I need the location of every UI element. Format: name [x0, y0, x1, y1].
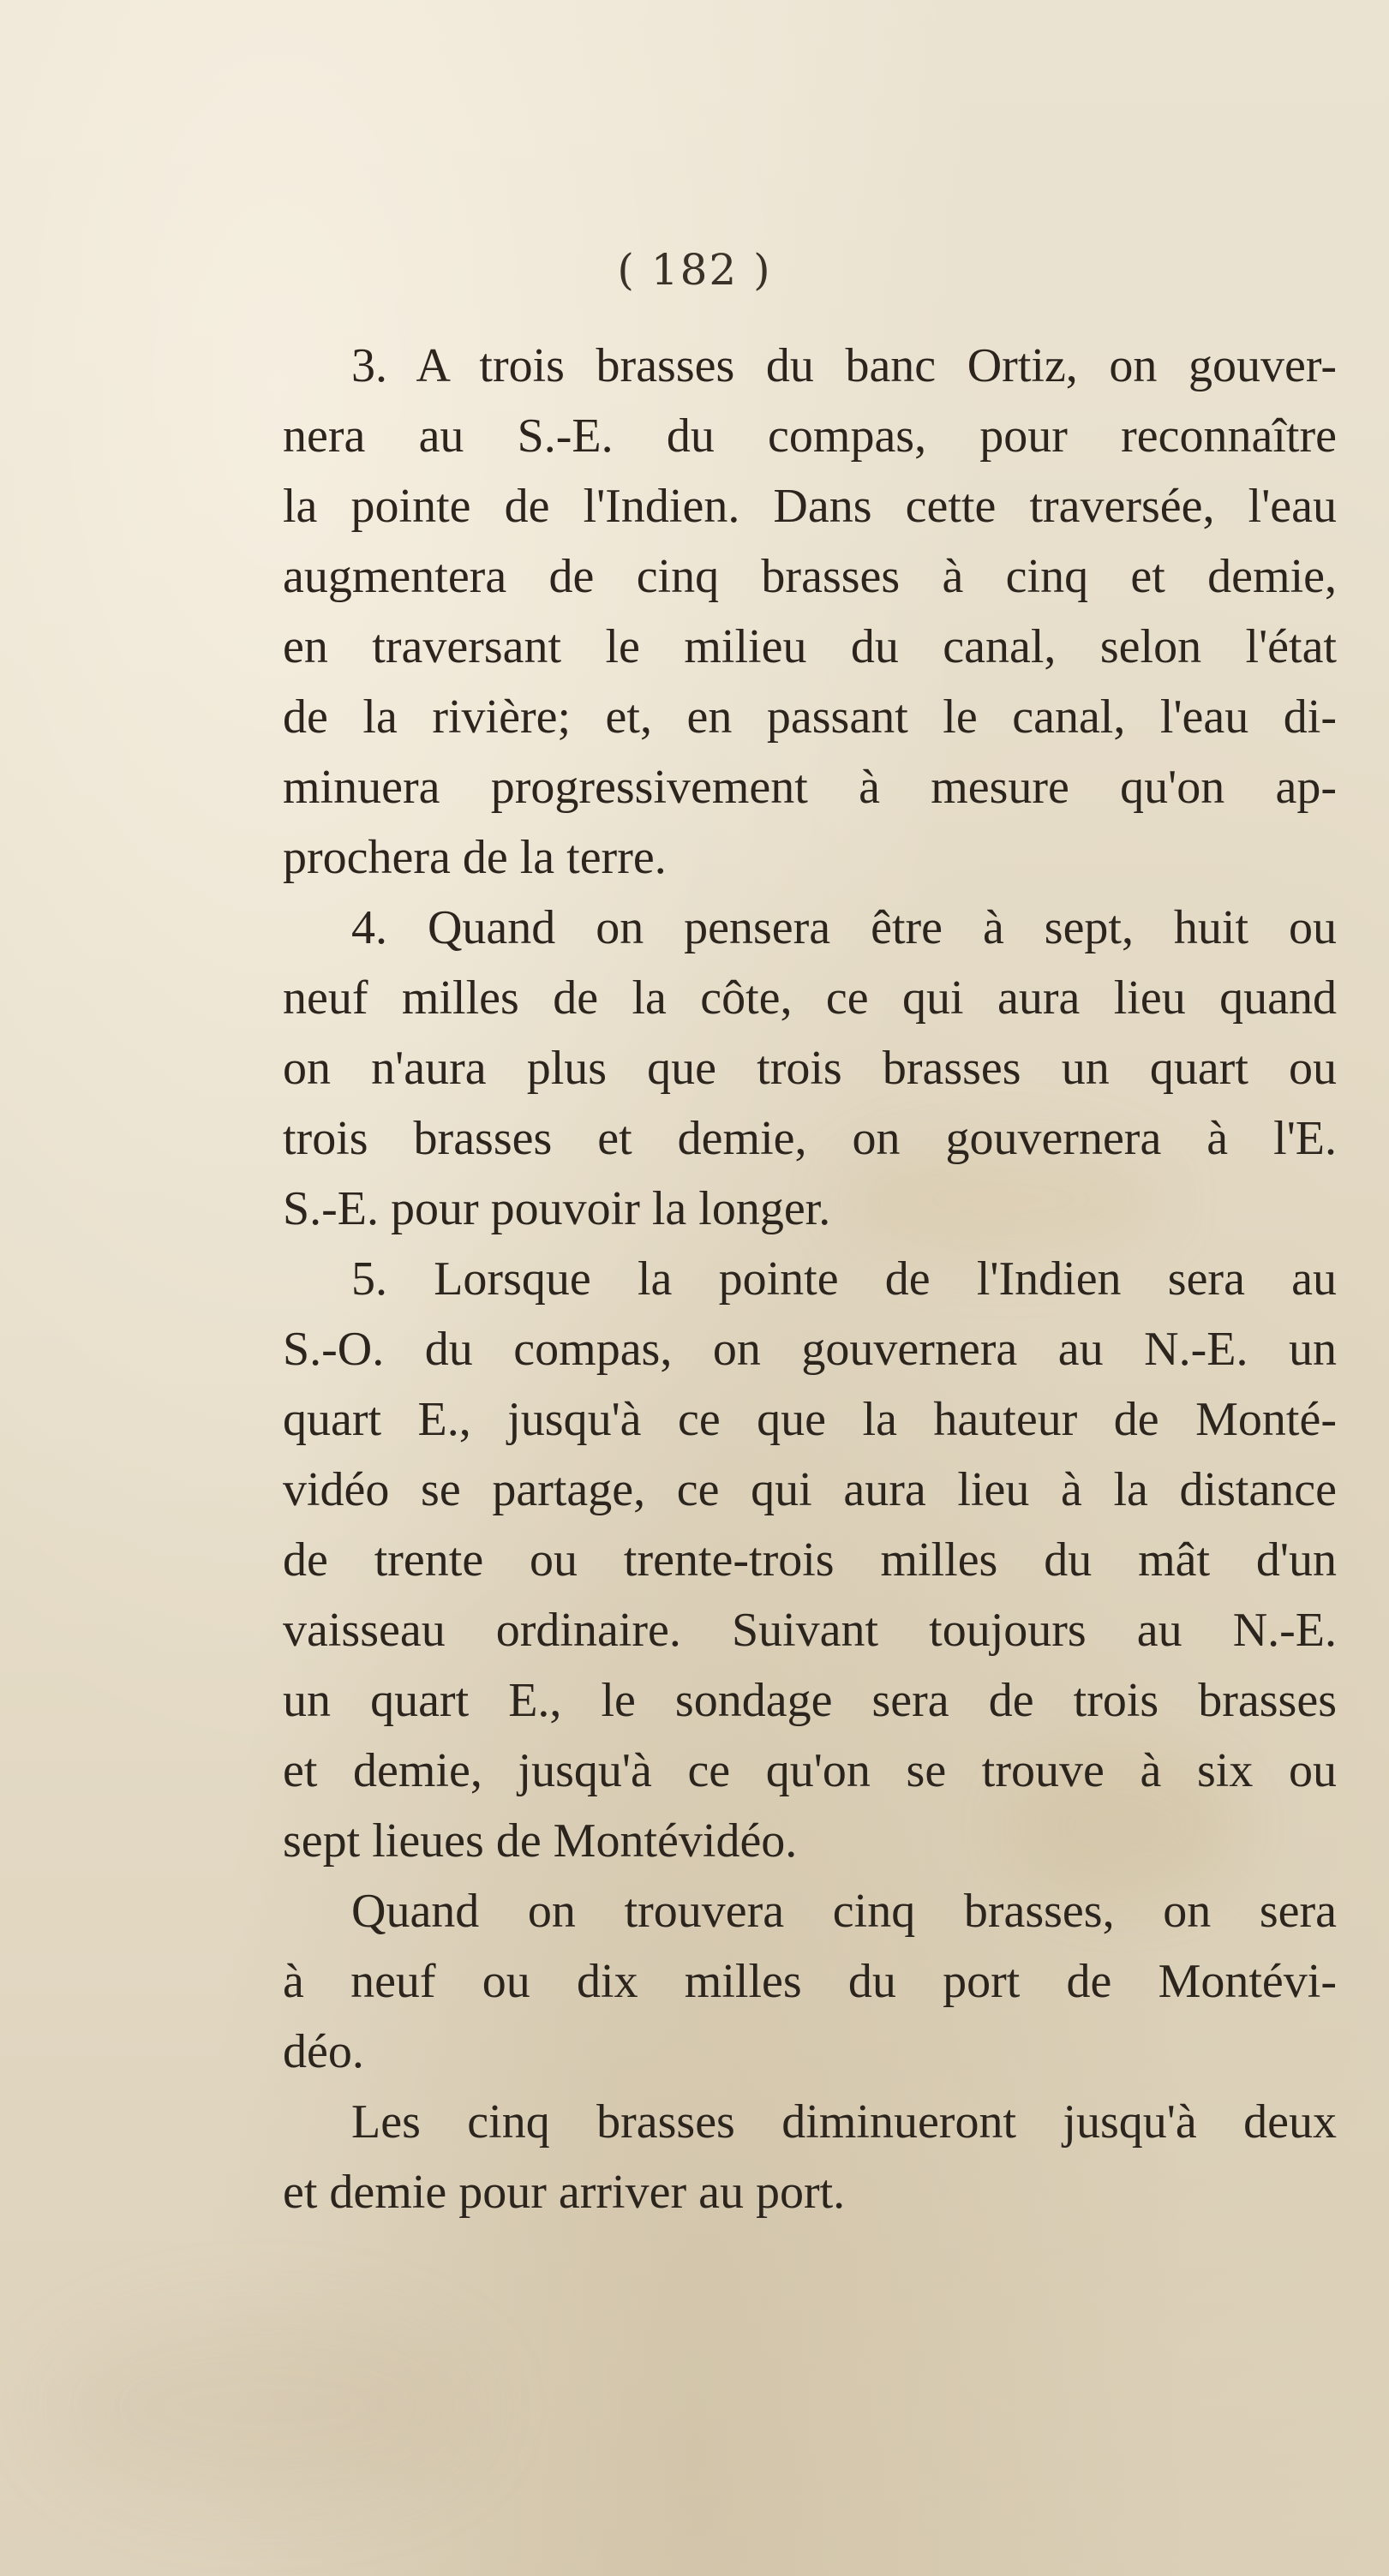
text-line: la pointe de l'Indien. Dans cette traversée, l'eau — [283, 480, 1337, 533]
text-line: quart E., jusqu'à ce que la hauteur de Monté- — [283, 1393, 1337, 1446]
text-line: sept lieues de Montévidéo. — [283, 1814, 798, 1868]
text-line: à neuf ou dix milles du port de Montévi- — [283, 1955, 1337, 2008]
text-line: Quand on trouvera cinq brasses, on sera — [351, 1885, 1337, 1938]
text-line: vaisseau ordinaire. Suivant toujours au N.-E. — [283, 1604, 1337, 1657]
text-line: augmentera de cinq brasses à cinq et demie, — [283, 550, 1337, 603]
text-line: on n'aura plus que trois brasses un quart ou — [283, 1042, 1337, 1095]
text-line: minuera progressivement à mesure qu'on ap- — [283, 761, 1337, 814]
text-line: Les cinq brasses diminueront jusqu'à deux — [351, 2095, 1337, 2149]
text-line: et demie, jusqu'à ce qu'on se trouve à six ou — [283, 1744, 1337, 1797]
text-line: de trente ou trente-trois milles du mât d'un — [283, 1533, 1337, 1587]
text-line: 3. A trois brasses du banc Ortiz, on gouver- — [351, 339, 1337, 392]
text-line: 4. Quand on pensera être à sept, huit ou — [351, 901, 1337, 954]
body-text — [283, 331, 1337, 2227]
text-line: et demie pour arriver au port. — [283, 2166, 846, 2219]
text-line: 5. Lorsque la pointe de l'Indien sera au — [351, 1252, 1337, 1306]
paragraph — [283, 2087, 1337, 2227]
text-line: S.-O. du compas, on gouvernera au N.-E. un — [283, 1323, 1337, 1376]
text-line: neuf milles de la côte, ce qui aura lieu quand — [283, 971, 1337, 1025]
paragraph — [283, 1876, 1337, 2087]
paragraph — [283, 893, 1337, 1244]
paragraph — [283, 331, 1337, 893]
text-line: un quart E., le sondage sera de trois brasses — [283, 1674, 1337, 1727]
text-line: en traversant le milieu du canal, selon l'état — [283, 620, 1337, 673]
text-line: trois brasses et demie, on gouvernera à l'E. — [283, 1112, 1337, 1165]
paper-stain — [51, 2313, 480, 2501]
text-line: S.-E. pour pouvoir la longer. — [283, 1182, 831, 1235]
text-line: vidéo se partage, ce qui aura lieu à la distance — [283, 1463, 1337, 1516]
page-number: ( 182 ) — [617, 245, 772, 295]
text-line: prochera de la terre. — [283, 831, 667, 884]
text-line: de la rivière; et, en passant le canal, l'eau di- — [283, 690, 1337, 744]
text-line: déo. — [283, 2025, 364, 2078]
text-line: nera au S.-E. du compas, pour reconnaître — [283, 409, 1337, 463]
paragraph — [283, 1244, 1337, 1876]
